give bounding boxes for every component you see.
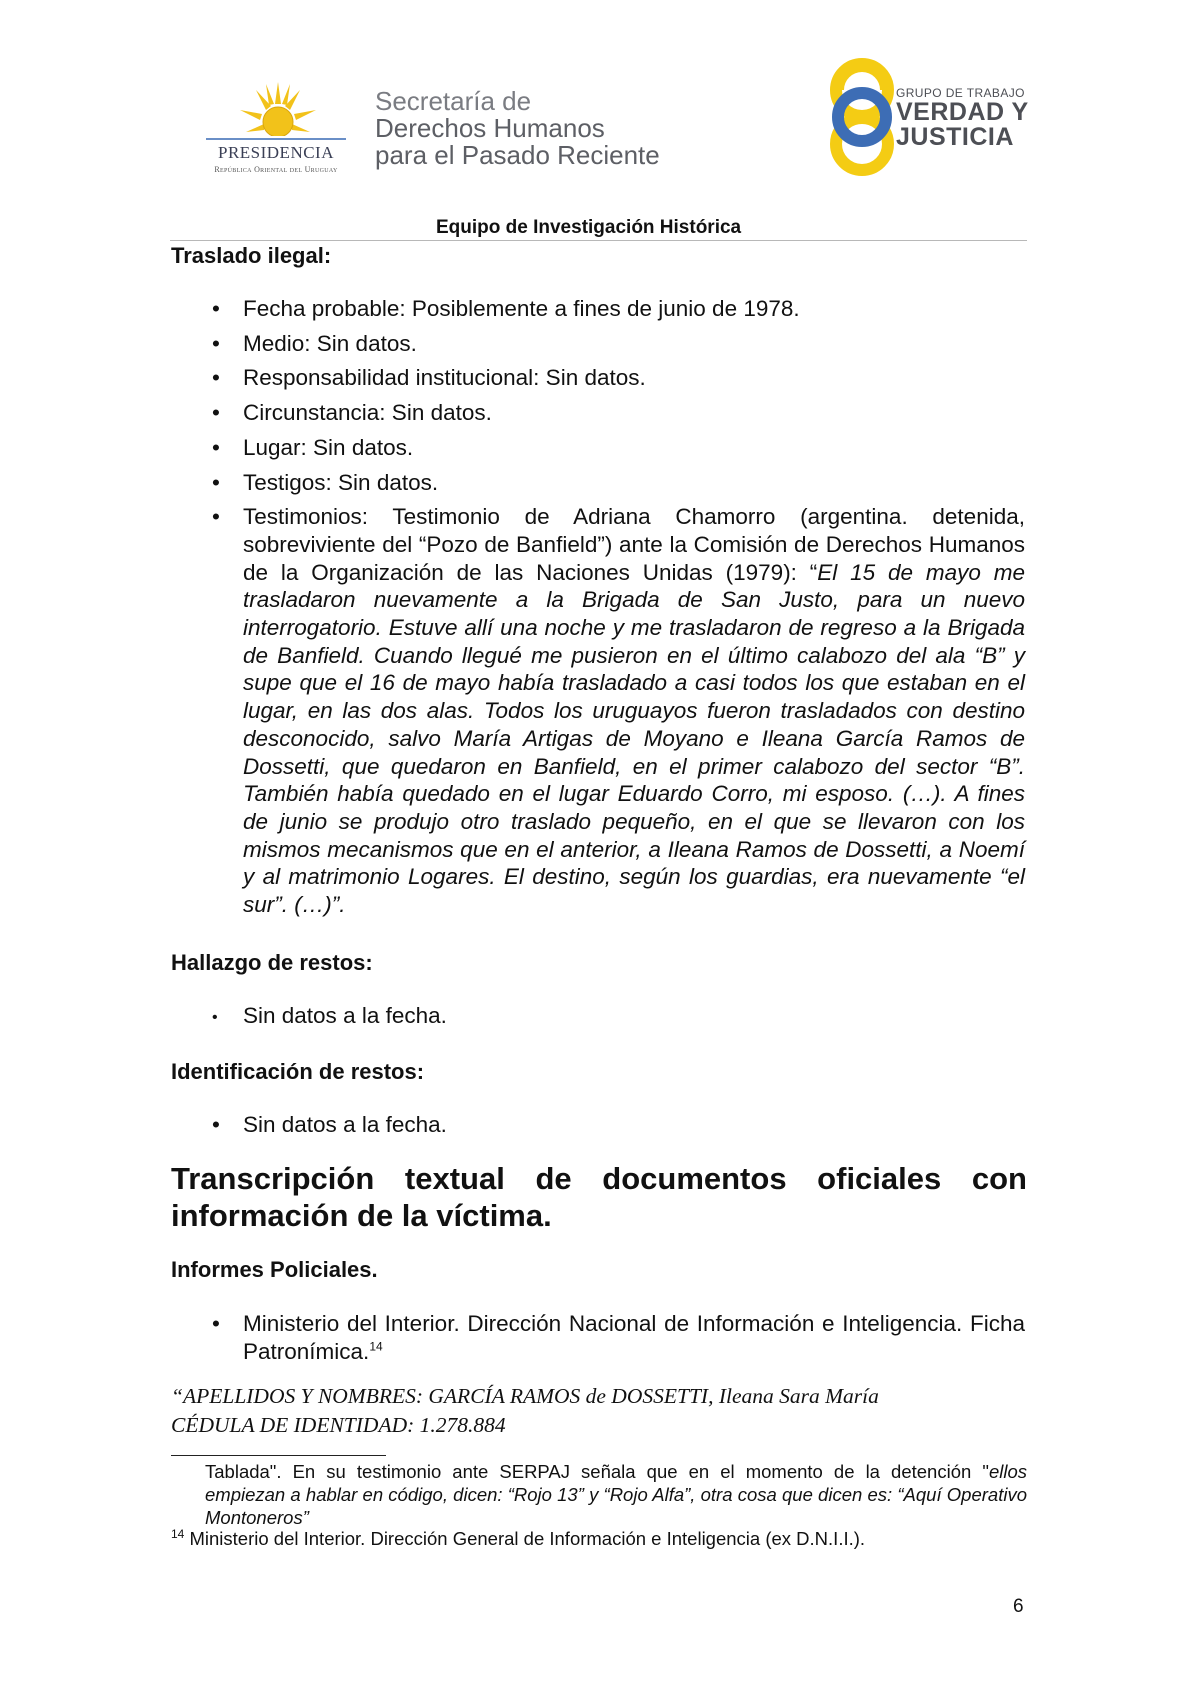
footnote-ref[interactable]: 14 bbox=[369, 1339, 383, 1354]
list-item: • Responsabilidad institucional: Sin datos. bbox=[212, 365, 646, 391]
hallazgo-heading: Hallazgo de restos: bbox=[171, 950, 373, 975]
testimonio-intro: Testimonios: Testimonio de Adriana Chamorro (argentina. detenida, sobreviviente del “Pozo de Banfield”) ante la Comisión de Derechos Humanos de la Organización de las Naciones Unidas (1979): “ bbox=[243, 504, 1025, 585]
testimonio-quote: El 15 de mayo me trasladaron nuevamente a la Brigada de San Justo, para un nuevo interrogatorio. Estuve allí una noche y me trasladaron de regreso a la Brigada de Banfield. Cuando llegué me pusieron en el último calabozo del ala “B” y supe que el 16 de mayo había trasladado a casi todos los que estaban en el lugar, en las dos alas. Todos los uruguayos fueron trasladados con destino desconocido, salvo María Artigas de Moyano e Ileana García Ramos de Dossetti, que quedaron en Banfield, en el primer calabozo del sector “B”. También había quedado en el lugar Eduardo Corro, mi esposo. (…). A fines de junio se produjo otro traslado pequeño, en el que se llevaron con los mismos mecanismos que en el anterior, a Ileana Ramos de Dossetti, a Noemí y al matrimonio Logares. El destino, según los guardias, era nuevamente “el sur”. (…)”. bbox=[243, 559, 1025, 918]
presidencia-logo bbox=[196, 80, 356, 176]
testimonio-item: • Testimonios: Testimonio de Adriana Chamorro (argentina. detenida, sobreviviente del “Pozo de Banfield”) ante la Comisión de Derechos Humanos de la Organización de las Naciones Unidas (1979): “El 15 de mayo me trasladaron nuevamente a la Brigada de San Justo, para un nuevo interrogatorio. Estuve allí una noche y me trasladaron de regreso a la Brigada de Banfield. Cuando llegué me pusieron en el último calabozo del ala “B” y supe que el 16 de mayo había trasladado a casi todos los que estaban en el lugar, en las dos alas. Todos los uruguayos fueron trasladados con destino desconocido, salvo María Artigas de Moyano e Ileana García Ramos de Dossetti, que quedaron en Banfield, en el primer calabozo del sector “B”. También había quedado en el lugar Eduardo Corro, mi esposo. (…). A fines de junio se produjo otro traslado pequeño, en el que se llevaron con los mismos mecanismos que en el anterior, a Ileana Ramos de Dossetti, a Noemí y al matrimonio Logares. El destino, según los guardias, era nuevamente “el sur”. (…)”. bbox=[212, 504, 1025, 918]
secretaria-line-1: Secretaría de bbox=[375, 86, 532, 116]
presidencia-title: PRESIDENCIA bbox=[217, 143, 334, 162]
verdad-justicia-rings-icon bbox=[818, 56, 906, 178]
gt-justicia: JUSTICIA bbox=[896, 123, 1014, 151]
footnote-separator bbox=[171, 1455, 386, 1456]
traslado-list bbox=[0, 295, 1190, 919]
secretaria-line-2: Derechos Humanos bbox=[375, 113, 605, 143]
list-item: • Ministerio del Interior. Dirección Nacional de Información e Inteligencia. Ficha Patronímica.$^{14}$ bbox=[212, 1311, 1025, 1364]
quote-line-1: “APELLIDOS Y NOMBRES: GARCÍA RAMOS de DOSSETTI, Ileana Sara María bbox=[171, 1384, 879, 1408]
team-caption: Equipo de Investigación Histórica bbox=[436, 217, 742, 238]
informes-list bbox=[0, 1310, 1190, 1365]
gt-verdad: VERDAD Y bbox=[896, 98, 1029, 126]
identificacion-list bbox=[0, 1111, 1190, 1139]
footnote-14-number: 14 bbox=[171, 1526, 185, 1541]
section-title bbox=[171, 1160, 1027, 1234]
informes-heading: Informes Policiales. bbox=[171, 1257, 378, 1282]
list-item: • Sin datos a la fecha. bbox=[212, 1003, 447, 1028]
list-item: • Fecha probable: Posiblemente a fines de junio de 1978. bbox=[212, 296, 800, 321]
section-title-line-2: información de la víctima. bbox=[171, 1198, 552, 1233]
header-rule bbox=[170, 240, 1027, 241]
list-item: • Sin datos a la fecha. bbox=[212, 1112, 447, 1137]
presidencia-rule bbox=[206, 138, 346, 140]
list-item: • Lugar: Sin datos. bbox=[212, 434, 414, 460]
footnote-14-text: Ministerio del Interior. Dirección General de Información e Inteligencia (ex D.N.I.I.). bbox=[184, 1528, 866, 1549]
presidencia-subtitle: República Oriental del Uruguay bbox=[214, 165, 338, 174]
gt-label: GRUPO DE TRABAJO bbox=[896, 86, 1025, 100]
section-title-line-1: Transcripción textual de documentos oficiales con bbox=[171, 1161, 1027, 1196]
traslado-heading: Traslado ilegal: bbox=[171, 243, 332, 268]
hallazgo-list bbox=[0, 1002, 1190, 1030]
list-item: • Testigos: Sin datos. bbox=[212, 469, 439, 495]
list-item: • Circunstancia: Sin datos. bbox=[212, 400, 492, 426]
secretaria-line-3: para el Pasado Reciente bbox=[375, 140, 660, 170]
quote-line-2: CÉDULA DE IDENTIDAD: 1.278.884 bbox=[171, 1413, 506, 1437]
footnote-continuation: Tablada". En su testimonio ante SERPAJ señala que en el momento de la detención "ellos empiezan a hablar en código, dicen: “Rojo 13” y “Rojo Alfa”, otra cosa que dicen es: “Aquí Operativo Montoneros” bbox=[205, 1461, 1027, 1528]
verdad-justicia-text bbox=[896, 86, 1029, 150]
list-item: • Medio: Sin datos. bbox=[212, 330, 417, 356]
identificacion-heading: Identificación de restos: bbox=[171, 1059, 425, 1084]
footnote-14 bbox=[171, 1527, 1027, 1550]
secretaria-logo-text bbox=[375, 88, 660, 169]
page-number: 6 bbox=[1013, 1596, 1024, 1617]
